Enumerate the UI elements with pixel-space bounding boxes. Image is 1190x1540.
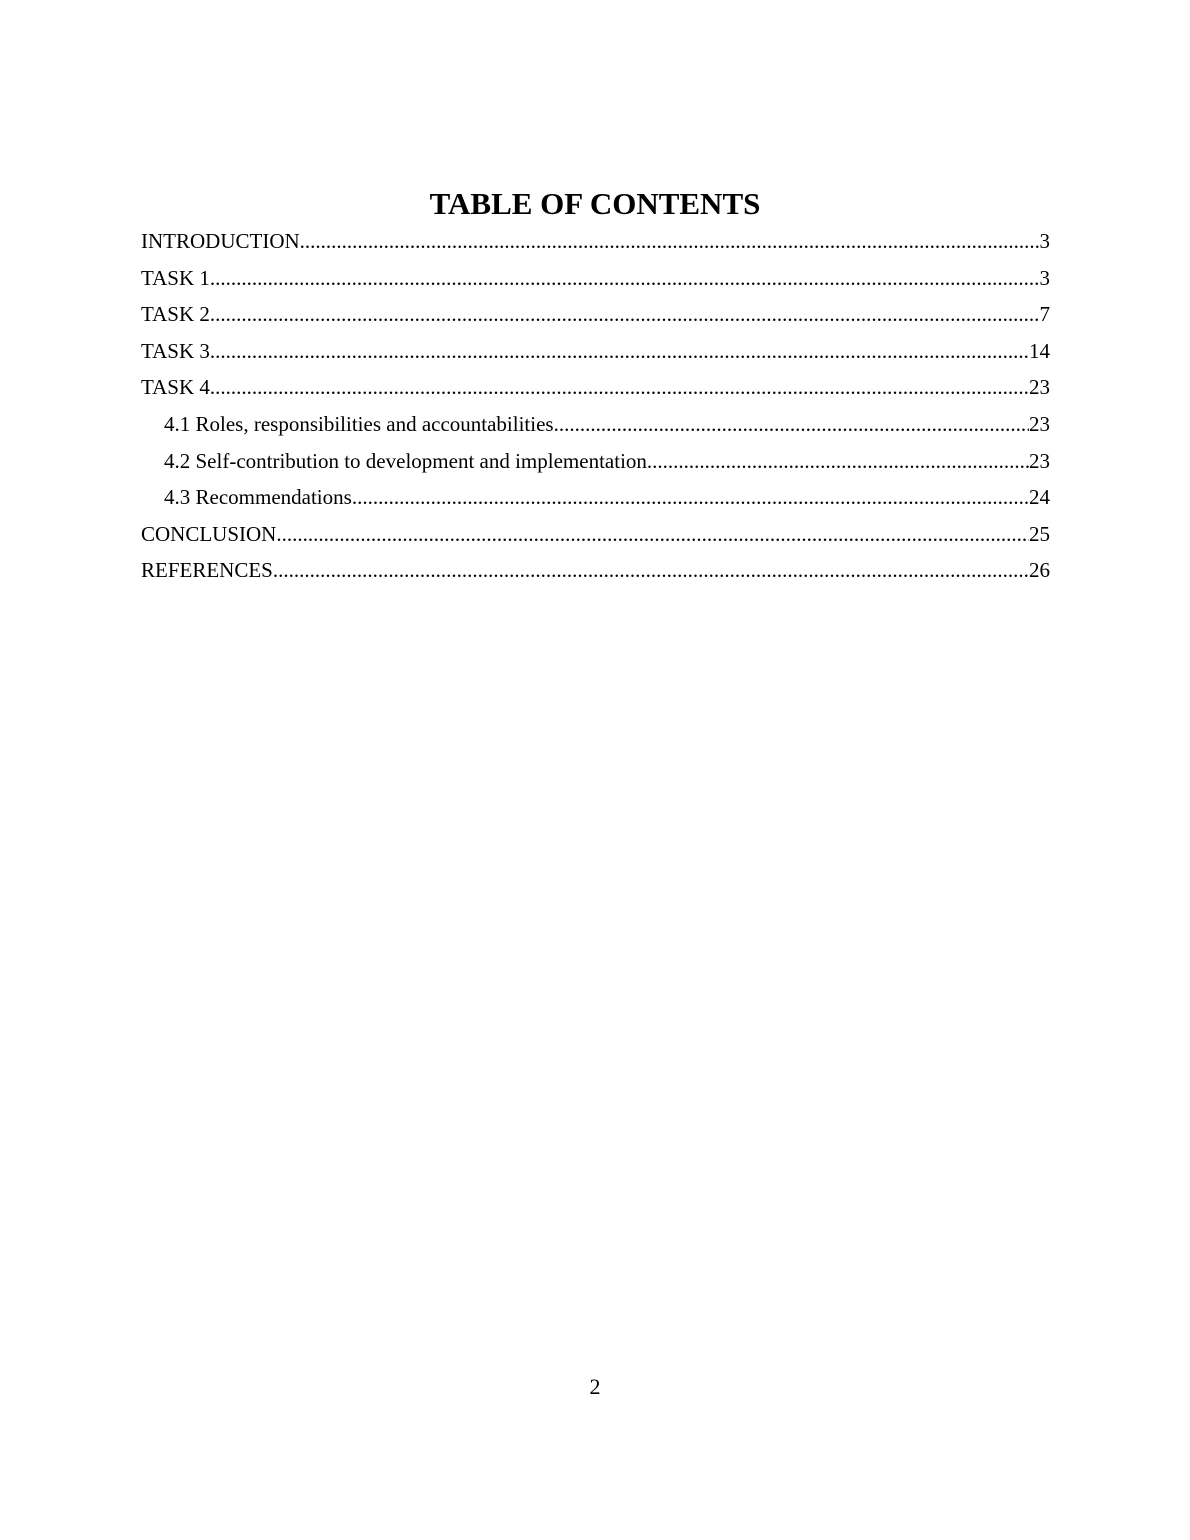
toc-entry-page: 3	[1039, 265, 1050, 290]
page-number: 2	[589, 1374, 601, 1399]
toc-entry-4-2[interactable]	[141, 446, 1050, 483]
toc-entry-task-4[interactable]	[141, 372, 1050, 409]
toc-dot-leader	[273, 555, 1029, 585]
toc-title: TABLE OF CONTENTS	[429, 186, 761, 221]
toc-entry-page: 25	[1029, 521, 1050, 546]
toc-entry-label: REFERENCES	[141, 558, 273, 583]
toc-entry-page: 23	[1029, 448, 1050, 473]
toc-entry-label: TASK 4	[141, 375, 210, 400]
toc-entry-introduction[interactable]	[141, 226, 1050, 263]
toc-entry-label: TASK 1	[141, 265, 210, 290]
toc-dot-leader	[647, 446, 1029, 476]
toc-entry-conclusion[interactable]	[141, 519, 1050, 556]
toc-entry-page: 24	[1029, 485, 1050, 510]
toc-dot-leader	[210, 299, 1040, 329]
toc-entry-label: 4.2 Self-contribution to development and implementation	[164, 448, 647, 473]
toc-dot-leader	[554, 409, 1029, 439]
toc-dot-leader	[300, 226, 1040, 256]
toc-entry-page: 23	[1029, 411, 1050, 436]
toc-entry-page: 3	[1039, 229, 1050, 253]
toc-entry-page: 23	[1029, 375, 1050, 400]
toc-entry-task-3[interactable]	[141, 336, 1050, 373]
toc-list	[141, 226, 1050, 592]
toc-entry-references[interactable]	[141, 555, 1050, 592]
toc-entry-label: 4.3 Recommendations	[164, 485, 352, 510]
toc-entry-4-3[interactable]	[141, 482, 1050, 519]
toc-dot-leader	[210, 263, 1040, 293]
toc-entry-task-1[interactable]	[141, 263, 1050, 300]
toc-entry-page: 7	[1039, 302, 1050, 327]
toc-dot-leader	[210, 336, 1029, 366]
toc-dot-leader	[352, 482, 1029, 512]
toc-entry-task-2[interactable]	[141, 299, 1050, 336]
toc-entry-4-1[interactable]	[141, 409, 1050, 446]
toc-entry-label: INTRODUCTION	[141, 229, 300, 253]
toc-entry-label: TASK 2	[141, 302, 210, 327]
toc-entry-page: 14	[1029, 338, 1050, 363]
toc-dot-leader	[276, 519, 1029, 549]
toc-entry-label: TASK 3	[141, 338, 210, 363]
toc-entry-label: 4.1 Roles, responsibilities and accountabilities	[164, 411, 554, 436]
toc-dot-leader	[210, 372, 1029, 402]
toc-entry-page: 26	[1029, 558, 1050, 583]
toc-entry-label: CONCLUSION	[141, 521, 277, 546]
